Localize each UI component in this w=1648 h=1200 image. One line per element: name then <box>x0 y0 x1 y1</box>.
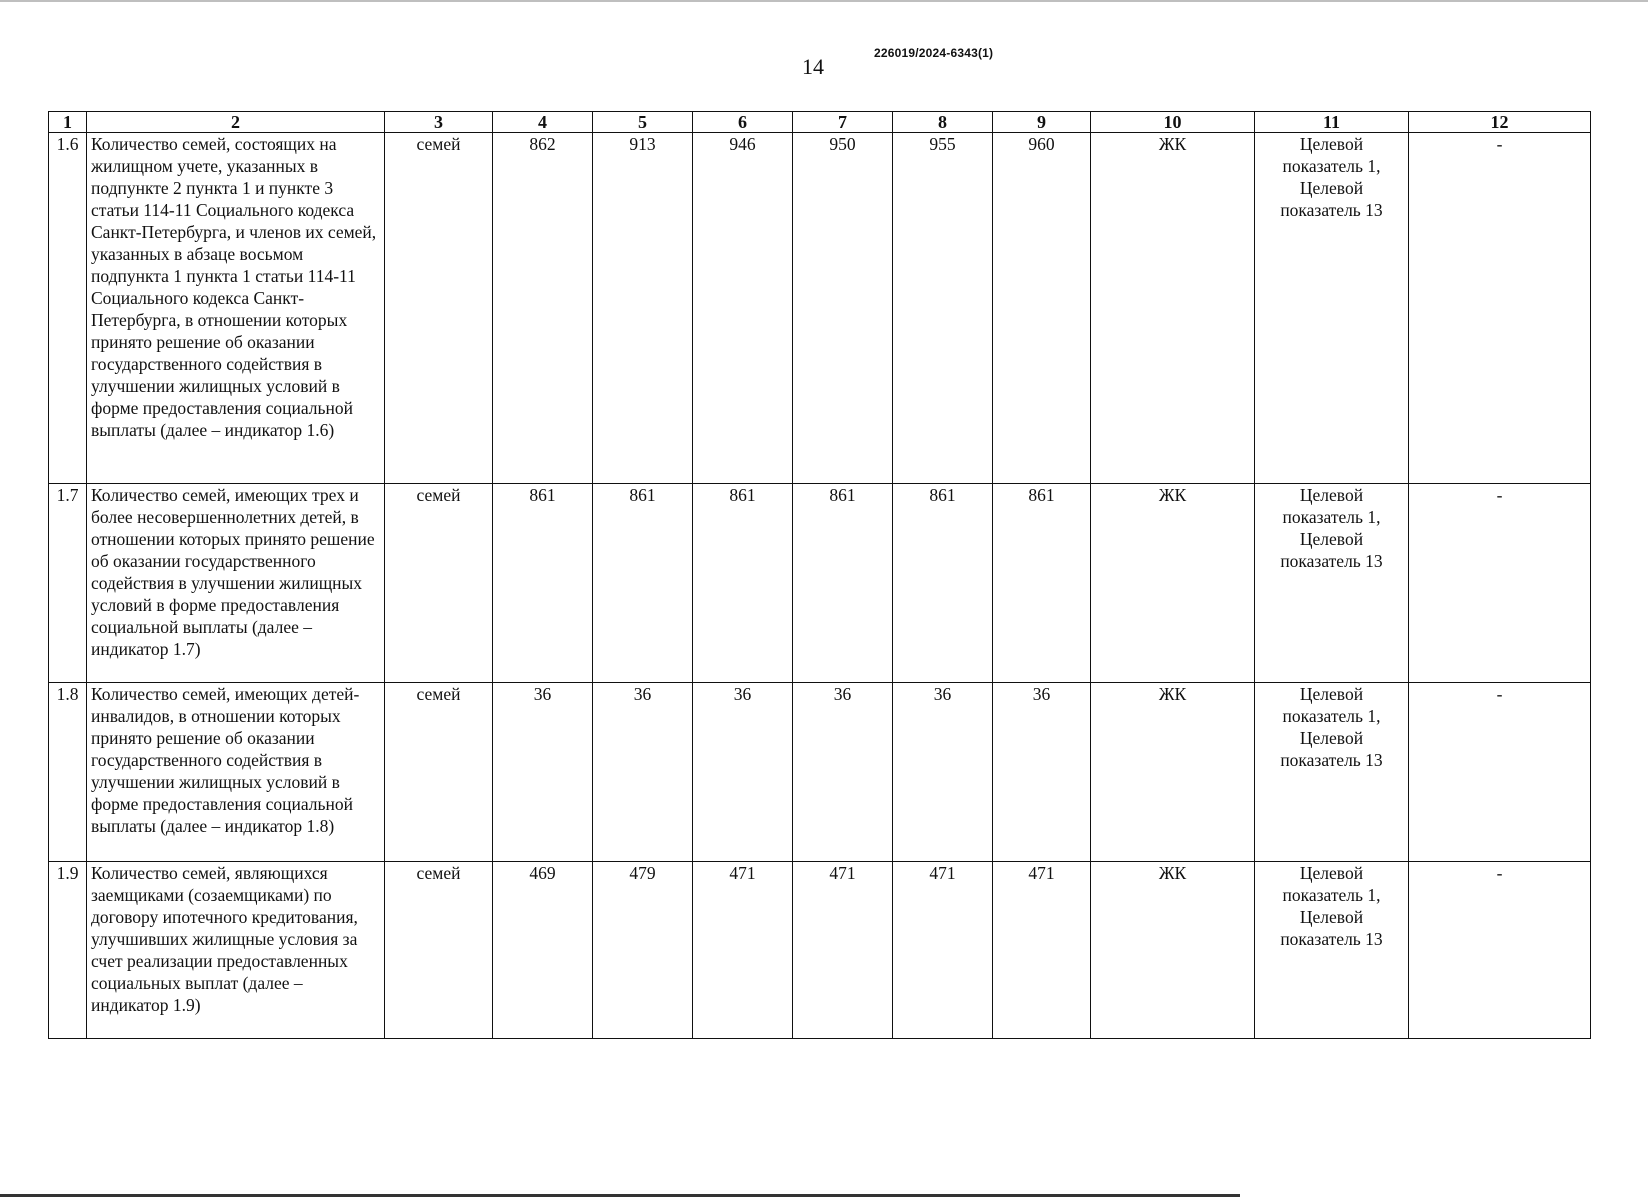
value-col-7: 36 <box>793 683 893 862</box>
indicator-description: Количество семей, состоящих на жилищном учете, указанных в подпункте 2 пункта 1 и пункте 3 статьи 114-11 Социального кодекса Санкт-Петербурга, и членов их семей, указанных в абзаце восьмом подпункта 1 пункта 1 статьи 114-11 Социального кодекса Санкт-Петербурга, в отношении которых принято решение об оказании государственного содействия в улучшении жилищных условий в форме предоставления социальной выплаты (далее – индикатор 1.6) <box>87 133 385 484</box>
unit-cell: семей <box>385 683 493 862</box>
value-col-6: 861 <box>693 484 793 683</box>
header-col-12: 12 <box>1409 112 1591 133</box>
value-col-6: 36 <box>693 683 793 862</box>
responsible-cell: ЖК <box>1091 133 1255 484</box>
scan-bottom-edge <box>0 1194 1240 1197</box>
notes-cell: - <box>1409 683 1591 862</box>
header-col-10: 10 <box>1091 112 1255 133</box>
header-col-4: 4 <box>493 112 593 133</box>
row-number: 1.7 <box>49 484 87 683</box>
target-indicator-cell: Целевой показатель 1, Целевой показатель 13 <box>1255 862 1409 1039</box>
value-col-8: 471 <box>893 862 993 1039</box>
target-indicator-cell: Целевой показатель 1, Целевой показатель 13 <box>1255 683 1409 862</box>
page-number: 14 <box>802 54 824 79</box>
value-col-9: 960 <box>993 133 1091 484</box>
value-col-8: 861 <box>893 484 993 683</box>
unit-cell: семей <box>385 862 493 1039</box>
scan-top-edge <box>0 0 1648 2</box>
header-col-6: 6 <box>693 112 793 133</box>
value-col-4: 469 <box>493 862 593 1039</box>
responsible-cell: ЖК <box>1091 484 1255 683</box>
header-col-11: 11 <box>1255 112 1409 133</box>
value-col-9: 471 <box>993 862 1091 1039</box>
table-row <box>49 862 1591 1039</box>
value-col-5: 479 <box>593 862 693 1039</box>
value-col-7: 950 <box>793 133 893 484</box>
header-col-3: 3 <box>385 112 493 133</box>
row-number: 1.6 <box>49 133 87 484</box>
header-col-8: 8 <box>893 112 993 133</box>
target-indicator-cell: Целевой показатель 1, Целевой показатель 13 <box>1255 133 1409 484</box>
notes-cell: - <box>1409 862 1591 1039</box>
value-col-6: 946 <box>693 133 793 484</box>
header-col-5: 5 <box>593 112 693 133</box>
document-id-stamp: 226019/2024-6343(1) <box>874 46 994 60</box>
value-col-7: 471 <box>793 862 893 1039</box>
row-number: 1.9 <box>49 862 87 1039</box>
value-col-5: 861 <box>593 484 693 683</box>
value-col-6: 471 <box>693 862 793 1039</box>
header-col-7: 7 <box>793 112 893 133</box>
value-col-9: 36 <box>993 683 1091 862</box>
row-number: 1.8 <box>49 683 87 862</box>
table-row <box>49 133 1591 484</box>
unit-cell: семей <box>385 484 493 683</box>
indicator-description: Количество семей, имеющих детей-инвалидов, в отношении которых принято решение об оказании государственного содействия в улучшении жилищных условий в форме предоставления социальной выплаты (далее – индикатор 1.8) <box>87 683 385 862</box>
value-col-5: 36 <box>593 683 693 862</box>
notes-cell: - <box>1409 484 1591 683</box>
value-col-4: 862 <box>493 133 593 484</box>
notes-cell: - <box>1409 133 1591 484</box>
value-col-8: 36 <box>893 683 993 862</box>
header-col-2: 2 <box>87 112 385 133</box>
indicator-description: Количество семей, имеющих трех и более несовершеннолетних детей, в отношении которых принято решение об оказании государственного содействия в улучшении жилищных условий в форме предоставления социальной выплаты (далее – индикатор 1.7) <box>87 484 385 683</box>
responsible-cell: ЖК <box>1091 862 1255 1039</box>
value-col-8: 955 <box>893 133 993 484</box>
value-col-4: 36 <box>493 683 593 862</box>
value-col-4: 861 <box>493 484 593 683</box>
header-col-9: 9 <box>993 112 1091 133</box>
indicators-table <box>48 111 1591 1039</box>
value-col-5: 913 <box>593 133 693 484</box>
unit-cell: семей <box>385 133 493 484</box>
indicator-description: Количество семей, являющихся заемщиками (созаемщиками) по договору ипотечного кредитования, улучшивших жилищные условия за счет реализации предоставленных социальных выплат (далее – индикатор 1.9) <box>87 862 385 1039</box>
value-col-9: 861 <box>993 484 1091 683</box>
header-col-1: 1 <box>49 112 87 133</box>
target-indicator-cell: Целевой показатель 1, Целевой показатель 13 <box>1255 484 1409 683</box>
responsible-cell: ЖК <box>1091 683 1255 862</box>
table-row <box>49 484 1591 683</box>
table-header-row <box>49 112 1591 133</box>
value-col-7: 861 <box>793 484 893 683</box>
table-row <box>49 683 1591 862</box>
